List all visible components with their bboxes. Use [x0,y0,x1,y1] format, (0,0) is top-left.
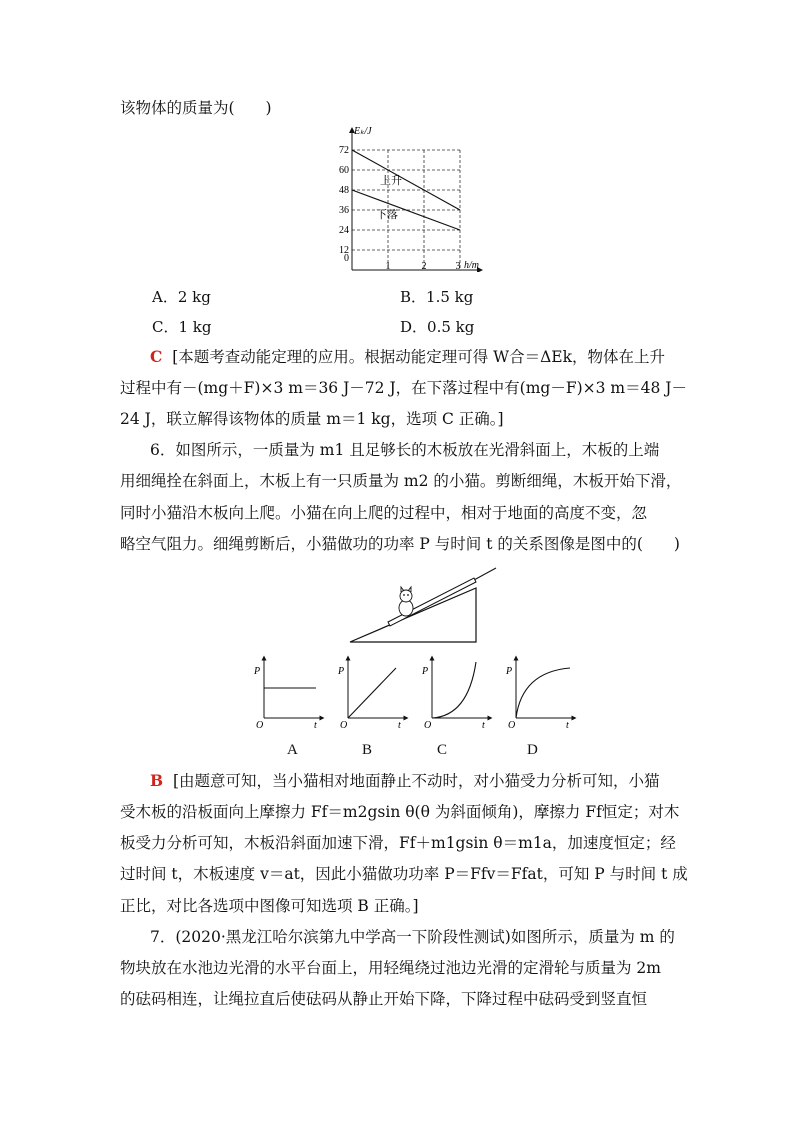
q6-stem-line-1: 6．如图所示，一质量为 m1 且足够长的木板放在光滑斜面上，木板的上端 [150,441,660,459]
graph-b [337,658,406,731]
q5-option-b: B．1.5 kg [400,288,474,306]
graph-d [505,658,574,731]
caption-a: A [287,742,298,758]
q5-ytick: 12 [339,245,349,256]
q5-explain-line-2: 过程中有－(mg＋F)×3 m＝36 J－72 J，在下落过程中有(mg－F)×3 m＝48 J－ [120,379,687,397]
q5-label-down: 下落 [376,209,398,221]
q6-pt-graphs [250,652,590,732]
cat-icon [399,587,413,616]
q5-xtick: 1 [385,261,391,272]
svg-text:O: O [256,720,264,731]
graph-c [421,658,490,731]
svg-text:P: P [338,666,345,677]
incline-rope [474,568,496,580]
q5-ytick: 36 [339,205,349,216]
svg-text:O: O [508,720,516,731]
svg-text:P: P [254,666,261,677]
q7-stem-line-2: 物块放在水池边光滑的水平台面上，用轻绳绕过池边光滑的定滑轮与质量为 2m [120,959,661,977]
caption-d: D [527,742,538,758]
q6-answer-letter: B [150,771,164,790]
q5-xtick: 3 [455,261,461,272]
q6-explain-line-5: 正比，对比各选项中图像可知选项 B 正确。] [120,897,419,915]
q6-stem-line-2: 用细绳拴在斜面上，木板上有一只质量为 m2 的小猫。剪断细绳，木板开始下滑， [120,472,682,490]
q5-explain-text-1: [本题考查动能定理的应用。根据动能定理可得 W合＝ΔEk，物体在上升 [172,348,666,366]
q5-xlabel: h/m [464,260,479,271]
q5-ytick: 24 [339,225,349,236]
svg-text:t: t [482,720,485,731]
caption-c: C [437,742,448,758]
q6-stem-line-3: 同时小猫沿木板向上爬。小猫在向上爬的过程中，相对于地面的高度不变，忽 [120,504,648,522]
q5-option-c: C．1 kg [152,318,212,336]
q5-explain-line-3: 24 J，联立解得该物体的质量 m＝1 kg，选项 C 正确。] [120,410,504,428]
q5-ytick: 48 [339,185,349,196]
svg-text:t: t [566,720,569,731]
q5-ytick: 72 [339,145,349,156]
q5-xtick: 2 [421,261,427,272]
svg-text:t: t [314,720,317,731]
q5-option-a: A．2 kg [152,288,211,306]
svg-text:P: P [422,666,429,677]
incline-slope [350,588,476,642]
q5-energy-graph [330,122,500,272]
graph-a [253,658,322,731]
q6-stem-line-4: 略空气阻力。细绳剪断后，小猫做功的功率 P 与时间 t 的关系图像是图中的( ) [120,535,680,553]
q6-explain-text-1: [由题意可知，当小猫相对地面静止不动时，对小猫受力分析可知，小猫 [172,772,660,790]
q5-label-up: 上升 [380,175,402,187]
q5-rise-line [352,150,460,210]
q5-answer-letter: C [150,347,163,366]
q5-ylabel: Eₖ/J [354,126,372,137]
q6-explain-line-4: 过时间 t，木板速度 v＝at，因此小猫做功功率 P＝Ffv＝Ffat，可知 P 与时间 t 成 [120,865,688,883]
svg-text:O: O [424,720,432,731]
q6-explain-line-1 [150,771,660,791]
svg-text:t: t [398,720,401,731]
q7-stem-line-3: 的砝码相连，让绳拉直后使砝码从静止开始下降，下降过程中砝码受到竖直恒 [120,990,648,1008]
q6-explain-line-3: 板受力分析可知，木板沿斜面加速下滑，Ff＋m1gsin θ＝m1a，加速度恒定；经 [120,834,676,852]
q5-ytick: 0 [344,253,349,264]
q7-stem-line-1: 7．(2020·黑龙江哈尔滨第九中学高一下阶段性测试)如图所示，质量为 m 的 [150,928,675,946]
q6-explain-line-2: 受木板的沿板面向上摩擦力 Ff＝m2gsin θ(θ 为斜面倾角)，摩擦力 Ff恒定；对木 [120,803,680,821]
q5-stem-tail: 该物体的质量为( ) [120,99,272,117]
q5-explain-line-1 [150,347,665,367]
caption-b: B [362,742,373,758]
svg-text:P: P [506,666,513,677]
q6-incline-figure [348,566,498,646]
svg-text:O: O [340,720,348,731]
q5-ytick: 60 [339,165,349,176]
q5-option-d: D．0.5 kg [400,318,475,336]
